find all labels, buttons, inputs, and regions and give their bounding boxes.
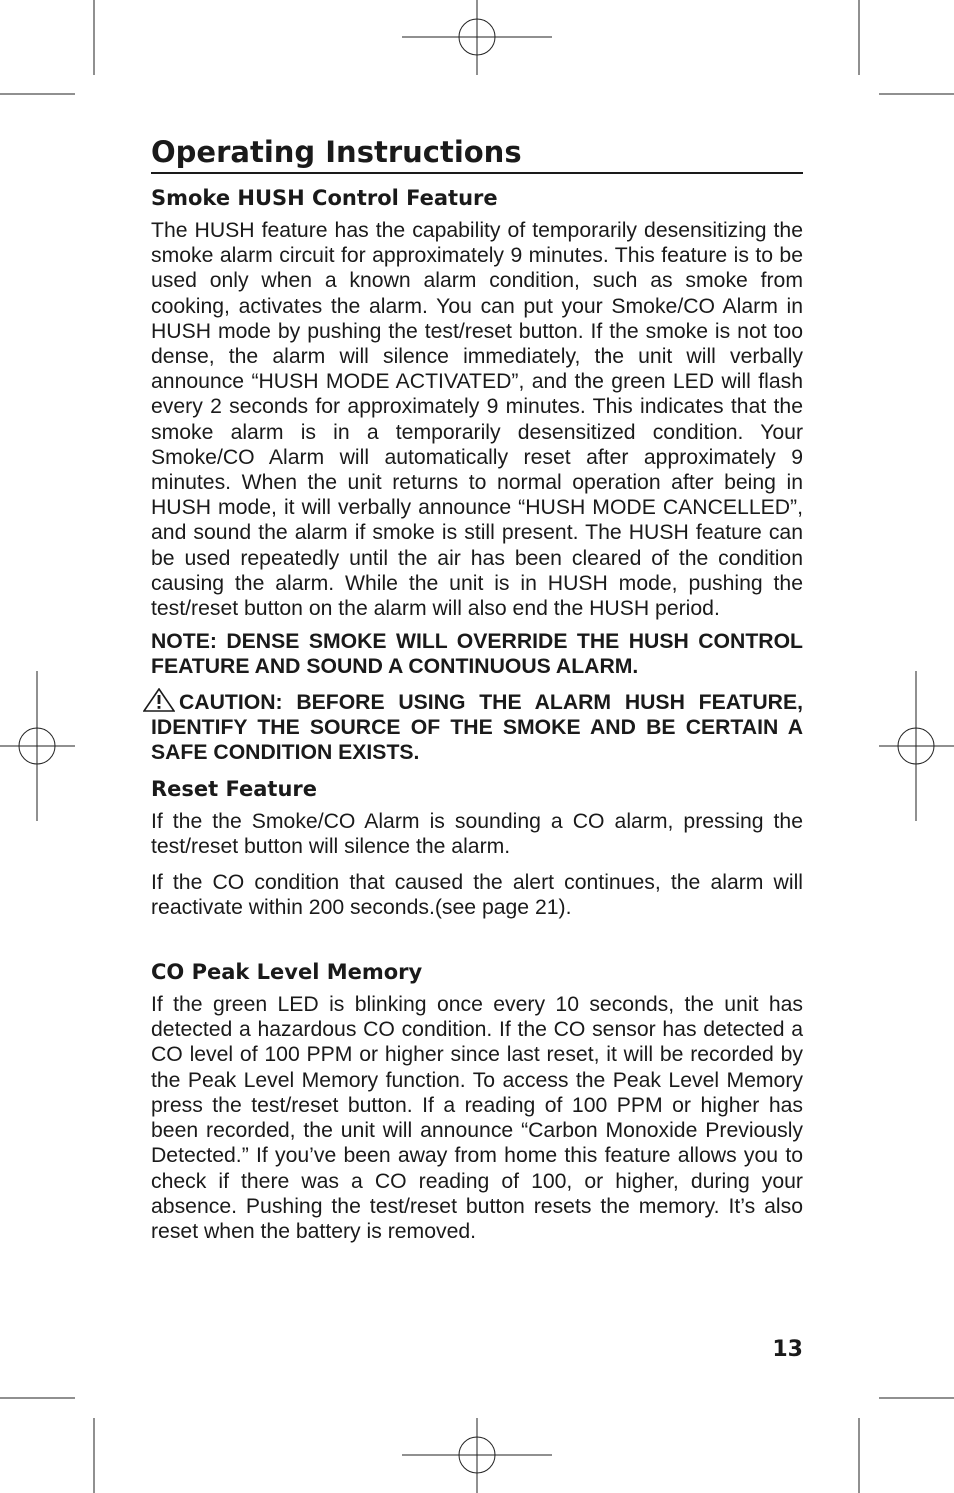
hush-body: The HUSH feature has the capability of temporarily desensitizing the smoke alarm circuit for approximately 9 minutes. This feature is to be used only when a known alarm condition, such as smoke from cooking, activates the alarm. You can put your Smoke/CO Alarm in HUSH mode by pushing the test/reset button. If the smoke is not too dense, the alarm will silence immediately, the unit will verbally announce “HUSH MODE ACTIVATED”, and the green LED will flash every 2 seconds for approximately 9 minutes. This indicates that the smoke alarm is in a temporarily desensitized condition. Your Smoke/CO Alarm will automatically reset after approximately 9 minutes. When the unit returns to normal operation after being in HUSH mode, it will verbally announce “HUSH MODE CANCELLED”, and sound the alarm if smoke is still present. The HUSH feature can be used repeatedly until the air has been cleared of the condition causing the alarm. While the unit is in HUSH mode, pushing the test/reset button on the alarm will also end the HUSH period. [151, 219, 803, 621]
hush-note: NOTE: DENSE SMOKE WILL OVERRIDE THE HUSH CONTROL FEATURE AND SOUND A CONTINUOUS ALARM. [151, 630, 803, 679]
peak-heading: CO Peak Level Memory [151, 960, 423, 985]
reset-paragraph-2: If the CO condition that caused the alert continues, the alarm will reactivate within 200 seconds.(see page 21). [151, 870, 803, 919]
peak-body: If the green LED is blinking once every 10 seconds, the unit has detected a hazardous CO condition. If the CO sensor has detected a CO level of 100 PPM or higher since last reset, it will be recorded by the Peak Level Memory function. To access the Peak Level Memory press the test/reset button. If a reading of 100 PPM or higher has been recorded, the unit will announce “Carbon Monoxide Previously Detected.” If you’ve been away from home this feature allows you to check if there was a CO reading of 100, or higher, during your absence. Pushing the test/reset button resets the memory. It’s also reset when the battery is removed. [151, 993, 803, 1243]
reset-paragraph-1: If the the Smoke/CO Alarm is sounding a CO alarm, pressing the test/reset button will silence the alarm. [151, 810, 803, 859]
warning-triangle-icon [143, 688, 175, 712]
caution-text: CAUTION: BEFORE USING THE ALARM HUSH FEATURE, IDENTIFY THE SOURCE OF THE SMOKE AND BE CERTAIN A SAFE CONDITION EXISTS. [151, 690, 803, 765]
page-content [151, 133, 803, 1250]
hush-caution [151, 688, 803, 766]
page-title: Operating Instructions [151, 133, 803, 174]
reset-heading: Reset Feature [151, 777, 318, 802]
page-number: 13 [772, 1337, 803, 1362]
hush-heading: Smoke HUSH Control Feature [151, 186, 498, 210]
